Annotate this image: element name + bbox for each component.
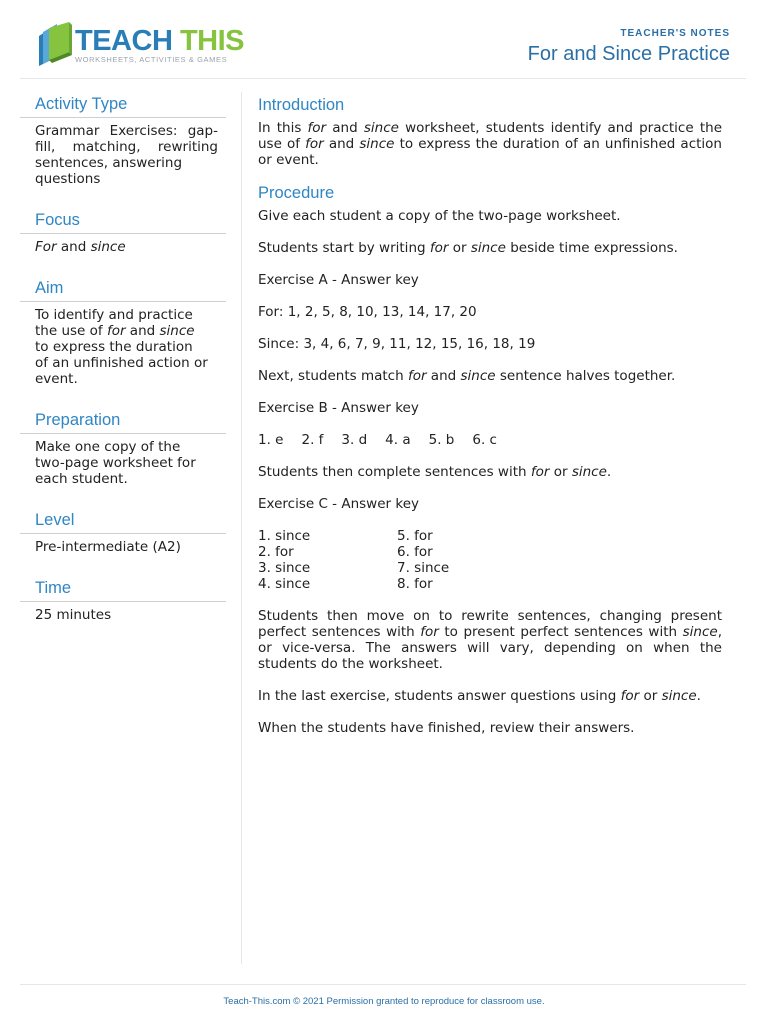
exercise-a-since-answers: Since: 3, 4, 6, 7, 9, 11, 12, 15, 16, 18, 19 [258,336,536,352]
step-text: Students start by writing [258,240,430,256]
focus-word-since: since [90,239,126,255]
preparation-line: Make one copy of the [35,439,181,455]
step-word-for: for [530,464,550,480]
aim-line [35,323,218,339]
intro-part: worksheet, students identify and practice the use of [258,120,727,152]
aim-word-since: since [159,323,195,339]
page-header [20,0,746,79]
intro-part: and [323,136,360,152]
answer-item: 8. for [397,576,433,592]
step-text: sentence halves together. [495,368,676,384]
step-word-since: since [460,368,496,384]
step-text: . [696,688,701,704]
focus-text [20,234,226,255]
level-section [20,508,226,555]
preparation-text [20,434,226,487]
intro-part: to express the duration of an unfinished action or event. [258,136,727,168]
logo-word-this: THIS [179,25,245,57]
step-text: Next, students match [258,368,408,384]
answer-item: 2. f [301,432,324,448]
aim-heading: Aim [20,276,226,302]
step-text: beside time expressions. [505,240,678,256]
intro-part: and [326,120,364,136]
exercise-b-answers [258,432,722,448]
aim-line: event. [35,371,78,387]
time-text: 25 minutes [35,607,112,623]
exercise-b-title: Exercise B - Answer key [258,400,419,416]
activity-type-heading: Activity Type [20,92,226,118]
answer-item: 2. for [258,544,294,560]
exercise-c-answers [258,528,722,592]
intro-word-for: for [307,120,327,136]
procedure-heading: Procedure [258,184,335,202]
aim-word-for: for [106,323,126,339]
step-text: Students then move on to rewrite sentences, changing present perfect sentences with [258,608,727,640]
aim-line: To identify and practice [35,307,193,323]
procedure-step [258,368,722,384]
aim-text-part: and [125,323,160,339]
step-text: or [549,464,572,480]
procedure-step: Give each student a copy of the two-page worksheet. [258,208,621,224]
step-word-since: since [470,240,506,256]
level-text: Pre-intermediate (A2) [35,539,181,555]
intro-part: In this [258,120,308,136]
introduction-text [258,120,727,168]
answer-item: 5. for [397,528,433,544]
answer-item: 6. for [397,544,433,560]
step-text: or [448,240,471,256]
activity-type-section [20,92,226,187]
step-text: to present perfect sentences with [438,624,683,640]
answer-item: 3. since [258,560,311,576]
book-logo-icon [37,22,73,66]
focus-word-for: For [35,239,57,255]
step-word-for: for [407,368,427,384]
sidebar [20,92,226,639]
footer-divider [20,984,746,985]
step-text: and [426,368,461,384]
activity-line: Grammar Exercises: gap- [35,123,218,139]
level-heading: Level [20,508,226,534]
aim-text-part: the use of [35,323,107,339]
step-word-since: since [682,624,718,640]
exercise-a-for-answers: For: 1, 2, 5, 8, 10, 13, 14, 17, 20 [258,304,477,320]
procedure-step [258,688,722,704]
answer-item: 7. since [397,560,450,576]
step-text: or [639,688,662,704]
preparation-section [20,408,226,487]
focus-and: and [56,239,91,255]
answer-item: 5. b [428,432,455,448]
footer-copyright: Teach-This.com © 2021 Permission granted to reproduce for classroom use. [223,996,545,1007]
aim-section [20,276,226,387]
doc-kind-label: TEACHER'S NOTES [620,28,730,39]
activity-line: fill, matching, rewriting [35,139,218,155]
preparation-heading: Preparation [20,408,226,434]
aim-line: to express the duration [35,339,193,355]
aim-text [20,302,226,387]
logo-tagline: WORKSHEETS, ACTIVITIES & GAMES [75,55,228,64]
page-title: For and Since Practice [527,43,730,65]
step-word-for: for [620,688,640,704]
teach-this-logo [37,22,244,66]
answer-item: 1. e [258,432,284,448]
aim-line: of an unfinished action or [35,355,208,371]
logo-word-teach: TEACH [75,25,173,57]
answer-item: 4. a [385,432,411,448]
focus-heading: Focus [20,208,226,234]
answer-item: 1. since [258,528,311,544]
focus-section [20,208,226,255]
step-text: In the last exercise, students answer questions using [258,688,621,704]
step-word-for: for [420,624,439,640]
preparation-line: two-page worksheet for [35,455,196,471]
step-text: , or vice-versa. The answers will vary, depending on when the students do the worksheet. [258,624,727,672]
activity-line: sentences, answering [35,155,183,171]
step-text: Students then complete sentences with [258,464,531,480]
answer-item: 6. c [472,432,497,448]
main-content [258,92,727,752]
procedure-step: When the students have finished, review their answers. [258,720,635,736]
activity-type-text [20,118,226,187]
answer-item: 3. d [341,432,368,448]
column-divider [241,92,242,964]
answer-item: 4. since [258,576,311,592]
preparation-line: each student. [35,471,128,487]
intro-word-since: since [359,136,395,152]
step-word-since: since [571,464,607,480]
step-word-for: for [429,240,449,256]
time-heading: Time [20,576,226,602]
procedure-step [258,608,727,672]
intro-word-since: since [363,120,399,136]
exercise-a-title: Exercise A - Answer key [258,272,419,288]
intro-word-for: for [305,136,324,152]
exercise-c-title: Exercise C - Answer key [258,496,419,512]
step-word-since: since [661,688,697,704]
introduction-heading: Introduction [258,96,345,114]
activity-line: questions [35,171,101,187]
procedure-step [258,240,722,256]
time-section [20,576,226,623]
step-text: . [606,464,612,480]
procedure-step [258,464,722,480]
